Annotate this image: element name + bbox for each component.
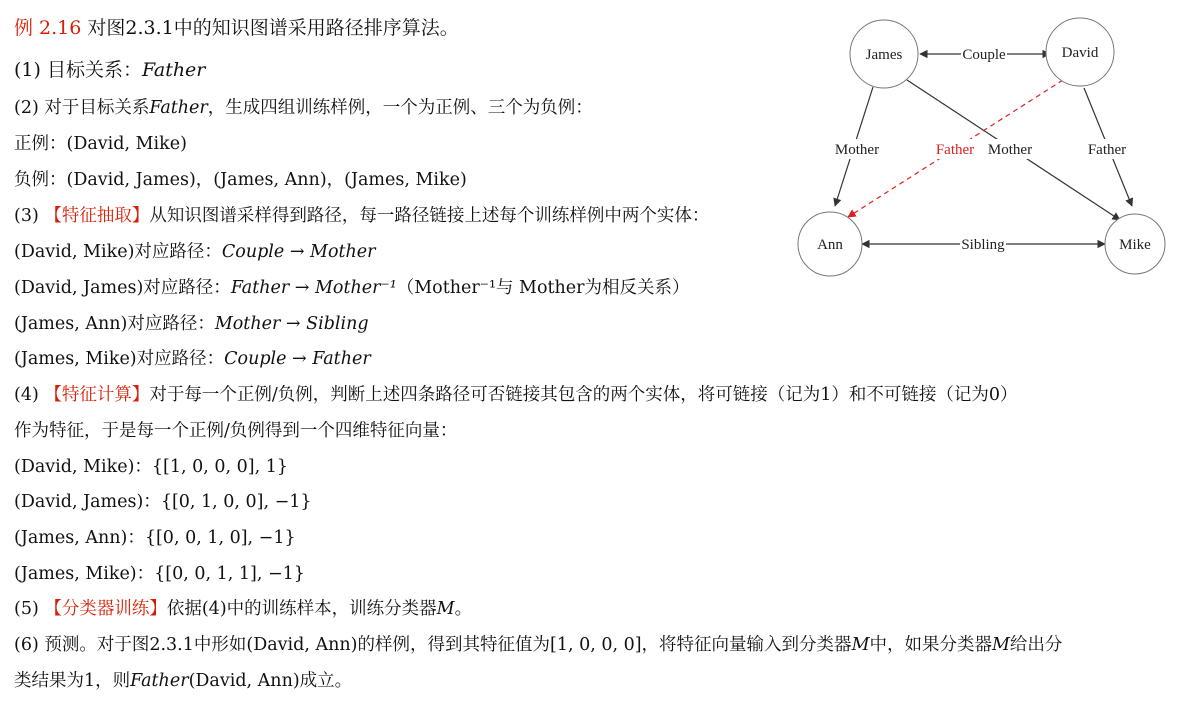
step6-classifier-1: M: [851, 635, 870, 655]
path-expr: Father → Mother⁻¹: [230, 278, 397, 298]
step5-prefix: (5): [14, 599, 45, 619]
vector-value: {[0, 0, 1, 0], −1}: [144, 528, 296, 548]
step6-line2: [14, 669, 352, 693]
step2-line: [14, 96, 593, 120]
path-row: [14, 312, 369, 336]
step4-line: [14, 383, 1018, 407]
step6-line2-a: 类结果为1，则: [14, 671, 131, 691]
example-label: 例 2.16: [14, 17, 82, 39]
step5-tag: 【分类器训练】: [44, 599, 167, 619]
step6-line2-b: (David, Ann)成立。: [188, 671, 353, 691]
step5-text: 依据(4)中的训练样本，训练分类器: [166, 599, 437, 619]
step3-prefix: (3): [14, 206, 45, 226]
vector-row: [14, 490, 312, 514]
path-row: [14, 240, 376, 264]
path-row: [14, 347, 371, 371]
step4-tag: 【特征计算】: [44, 385, 150, 405]
path-expr: Couple → Mother: [221, 242, 376, 262]
step4-line2: 作为特征，于是每一个正例/负例得到一个四维特征向量：: [14, 421, 458, 441]
path-row: [14, 276, 690, 300]
example-title: 对图2.3.1中的知识图谱采用路径排序算法。: [87, 17, 459, 39]
step2-suffix: ，生成四组训练样例，一个为正例、三个为负例：: [207, 98, 593, 118]
vector-pair: (James, Ann)：: [14, 528, 145, 548]
step4-text: 对于每一个正例/负例，判断上述四条路径可否链接其包含的两个实体，将可链接（记为1）和不可链接（记为0）: [149, 385, 1018, 405]
edge-label-father-dashed: Father: [935, 142, 975, 158]
example-heading: [14, 16, 459, 40]
path-pair: (James, Mike)对应路径：: [14, 349, 225, 369]
step6-text-b: 中，如果分类器: [869, 635, 992, 655]
vector-row: [14, 562, 305, 586]
step1-line: [14, 58, 205, 82]
node-label-mike: Mike: [1119, 237, 1151, 253]
negative-examples: 负例：(David, James)，(James, Ann)，(James, Mike): [14, 170, 467, 190]
step5-line: [14, 597, 472, 621]
step3-tag: 【特征抽取】: [44, 206, 150, 226]
step6-classifier-2: M: [991, 635, 1010, 655]
positive-example: 正例：(David, Mike): [14, 134, 187, 154]
edge-label-mother-left: Mother: [834, 142, 880, 158]
path-note: （Mother⁻¹与 Mother为相反关系）: [396, 278, 690, 298]
vector-row: [14, 526, 296, 550]
node-label-david: David: [1061, 45, 1099, 61]
node-label-james: James: [865, 47, 903, 63]
vector-value: {[1, 0, 0, 0], 1}: [151, 457, 289, 477]
step4-prefix: (4): [14, 385, 45, 405]
edge-label-father-right: Father: [1087, 142, 1127, 158]
vector-value: {[0, 0, 1, 1], −1}: [154, 564, 305, 584]
step5-classifier: M: [436, 599, 455, 619]
step6-line: [14, 633, 1062, 657]
path-expr: Couple → Father: [224, 349, 371, 369]
step6-text-a: (6) 预测。对于图2.3.1中形如(David, Ann)的样例，得到其特征值为[1, 0, 0, 0]，将特征向量输入到分类器: [14, 635, 852, 655]
vector-row: [14, 455, 288, 479]
edge-label-mother-mid: Mother: [987, 142, 1033, 158]
node-label-ann: Ann: [817, 237, 843, 253]
vector-value: {[0, 1, 0, 0], −1}: [160, 492, 312, 512]
vector-pair: (David, James)：: [14, 492, 161, 512]
step3-line: [14, 204, 709, 228]
step6-text-c: 给出分: [1009, 635, 1063, 655]
step1-relation: Father: [141, 59, 206, 81]
step6-relation: Father: [130, 671, 189, 691]
edge-label-sibling: Sibling: [961, 237, 1005, 253]
path-pair: (David, James)对应路径：: [14, 278, 231, 298]
step2-prefix: (2) 对于目标关系: [14, 98, 150, 118]
vector-pair: (David, Mike)：: [14, 457, 152, 477]
vector-pair: (James, Mike)：: [14, 564, 155, 584]
step5-end: 。: [454, 599, 473, 619]
step3-text: 从知识图谱采样得到路径，每一路径链接上述每个训练样例中两个实体：: [149, 206, 710, 226]
path-expr: Mother → Sibling: [214, 314, 369, 334]
step1-prefix: (1) 目标关系：: [14, 59, 142, 81]
edge-label-couple: Couple: [962, 47, 1006, 63]
knowledge-graph: [795, 8, 1195, 298]
step2-relation: Father: [149, 98, 208, 118]
path-pair: (James, Ann)对应路径：: [14, 314, 215, 334]
path-pair: (David, Mike)对应路径：: [14, 242, 222, 262]
